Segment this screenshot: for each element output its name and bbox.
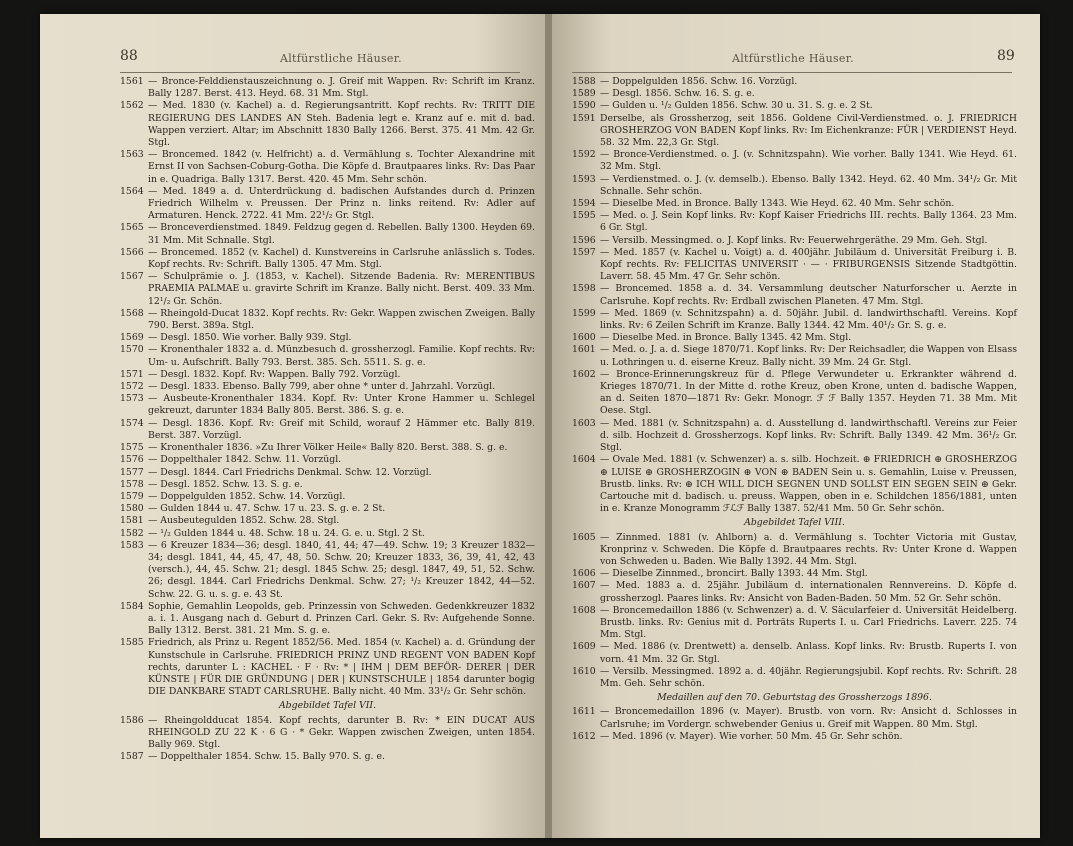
lot-number: 1600 — [572, 332, 596, 344]
catalogue-entry — [120, 442, 535, 454]
lot-number: 1578 — [120, 478, 144, 490]
catalogue-entry — [572, 532, 1017, 569]
catalogue-entry — [572, 706, 1017, 730]
lot-description: — Rheingold-Ducat 1832. Kopf rechts. Rv: Gekr. Wappen zwischen Zweigen. Bally 790. Berst. 389a. Stgl. — [148, 307, 535, 332]
lot-description: — Med. 1883 a. d. 25jähr. Jubiläum d. internationalen Rennvereins. D. Köpfe d. grossherzogl. Paares links. Rv: Ansicht von Baden-Baden. 50 Mm. 52 Gr. Sehr schön. — [600, 580, 1017, 604]
lot-description: — Ausbeute-Kronenthaler 1834. Kopf. Rv: Unter Krone Hammer u. Schlegel gekreuzt, darunter 1834 Bally 805. Berst. 386. S. g. e. — [148, 393, 535, 417]
catalogue-entry — [120, 222, 535, 246]
lot-description: — Desgl. 1832. Kopf. Rv: Wappen. Bally 792. Vorzügl. — [148, 368, 401, 380]
catalogue-entry — [572, 605, 1017, 642]
catalogue-entry — [120, 308, 535, 332]
lot-number: 1604 — [572, 454, 596, 466]
lot-number: 1584 — [120, 600, 144, 612]
lot-number: 1571 — [120, 368, 144, 380]
lot-number: 1592 — [572, 149, 596, 161]
catalogue-entry — [572, 198, 1017, 210]
lot-number: 1575 — [120, 442, 144, 454]
catalogue-entry — [120, 715, 535, 752]
lot-description: — Dieselbe Zinnmed., broncirt. Bally 1393. 44 Mm. Stgl. — [600, 568, 868, 580]
lot-description: — Zinnmed. 1881 (v. Ahlborn) a. d. Vermählung s. Tochter Victoria mit Gustav, Kronprinz v. Schweden. Die Köpfe d. Brautpaares rechts. Rv: Unter Krone d. Wappen von Schweden u. Baden. Wie Bally 1392. 44 Mm. Stgl. — [600, 531, 1017, 567]
catalogue-entry — [572, 76, 1017, 88]
catalogue-entry — [120, 637, 535, 698]
catalogue-entry — [120, 271, 535, 308]
catalogue-entry — [572, 88, 1017, 100]
catalogue-entry — [120, 381, 535, 393]
lot-description: — Desgl. 1836. Kopf. Rv: Greif mit Schild, worauf 2 Hämmer etc. Bally 819. Berst. 387. Vorzügl. — [148, 417, 535, 441]
catalogue-entry — [120, 149, 535, 186]
lot-description: Friedrich, als Prinz u. Regent 1852/56. Med. 1854 (v. Kachel) a. d. Gründung der Kunstschule in Carlsruhe. FRIEDRICH PRINZ UND REGENT VON BADEN Kopf rechts, darunter L : KACHEL · F · Rv: * | IHM | DEM BEFÖR- DERER | DER KÜNSTE | FÜR DIE GRÜNDUNG | DER | KUNSTSCHULE | 1854 darunter bogig DIE DANKBARE STADT CARLSRUHE. Bally nicht. 40 Mm. 33¹/₂ Gr. Sehr schön. — [148, 637, 535, 698]
lot-description: — Desgl. 1833. Ebenso. Bally 799, aber ohne * unter d. Jahrzahl. Vorzügl. — [148, 381, 496, 393]
lot-description: — Med. 1857 (v. Kachel u. Voigt) a. d. 400jähr. Jubiläum d. Universität Freiburg i. B. Kopf rechts. Rv: FELICITAS UNIVERSIT · — · FRIBURGENSIS Sitzende Stadtgöttin. Laverr. 58. 45 Mm. 47 Gr. Sehr schön. — [600, 246, 1017, 283]
lot-number: 1581 — [120, 515, 144, 527]
catalogue-entry — [120, 186, 535, 223]
catalogue-entry — [120, 76, 535, 100]
lot-description: — Bronceverdienstmed. 1849. Feldzug gegen d. Rebellen. Bally 1300. Heyden 69. 31 Mm. Mit Schnalle. Stgl. — [148, 222, 536, 246]
left-page — [40, 14, 550, 838]
catalogue-entry — [120, 467, 535, 479]
catalogue-entry — [120, 601, 535, 638]
catalogue-entry — [120, 515, 535, 527]
lot-description: — Bronce-Verdienstmed. o. J. (v. Schnitzspahn). Wie vorher. Bally 1341. Wie Heyd. 61. 32 Mm. Stgl. — [600, 149, 1017, 173]
lot-description: — Doppelgulden 1856. Schw. 16. Vorzügl. — [600, 76, 798, 87]
catalogue-entry — [120, 491, 535, 503]
lot-number: 1568 — [120, 307, 144, 319]
lot-number: 1567 — [120, 271, 144, 283]
lot-number: 1587 — [120, 751, 144, 763]
lot-description: Derselbe, als Grossherzog, seit 1856. Goldene Civil-Verdienstmed. o. J. FRIEDRICH GROSHERZOG VON BADEN Kopf links. Rv: Im Eichenkranze: FÜR | VERDIENST Heyd. 58. 32 Mm. 22,3 Gr. Stgl. — [600, 112, 1017, 149]
catalogue-entry — [120, 369, 535, 381]
catalogue-entry — [120, 454, 535, 466]
catalogue-entry — [120, 247, 535, 271]
catalogue-entry — [572, 247, 1017, 284]
lot-description: Sophie, Gemahlin Leopolds, geb. Prinzessin von Schweden. Gedenkkreuzer 1832 a. i. 1. Ausgang nach d. Geburt d. Prinzen Carl. Gekr. S. Rv: Aufgehende Sonne. Bally 1312. Berst. 381. 21 Mm. S. g. e. — [148, 600, 535, 637]
lot-description: — Broncemed. 1842 (v. Helfricht) a. d. Vermählung s. Tochter Alexandrine mit Ernst II von Sachsen-Coburg-Gotha. Die Köpfe d. Brautpaares links. Rv: Das Paar in e. Quadriga. Bally 1317. Berst. 420. 45 Mm. Sehr schön. — [148, 149, 535, 185]
header-rule — [120, 72, 520, 73]
lot-description: — Broncemed. 1852 (v. Kachel) d. Kunstvereins in Carlsruhe anlässlich s. Todes. Kopf rechts. Rv: Schrift. Bally 1305. 47 Mm. Stgl. — [148, 246, 535, 271]
lot-description: — Schulprämie o. J. (1853, v. Kachel). Sitzende Badenia. Rv: MERENTIBUS PRAEMIA PALMAE u. gravirte Schrift im Kranze. Bally nicht. Berst. 409. 33 Mm. 12¹/₂ Gr. Schön. — [148, 271, 535, 307]
lot-description: — Med. 1881 (v. Schnitzspahn) a. d. Ausstellung d. landwirthschaftl. Vereins zur Feier d. silb. Hochzeit d. Grossherzogs. Kopf links. Rv: Schrift. Bally 1349. 42 Mm. 36¹/₂ Gr. Stgl. — [600, 417, 1017, 454]
lot-description: — Verdienstmed. o. J. (v. demselb.). Ebenso. Bally 1342. Heyd. 62. 40 Mm. 34¹/₂ Gr. Mit Schnalle. Sehr schön. — [600, 173, 1017, 197]
lot-description: — Gulden u. ¹/₂ Gulden 1856. Schw. 30 u. 31. S. g. e. 2 St. — [600, 100, 873, 112]
catalogue-entry — [572, 369, 1017, 418]
lot-number: 1583 — [120, 539, 144, 551]
lot-number: 1570 — [120, 344, 144, 356]
lot-description: — Bronce-Erinnerungskreuz für d. Pflege Verwundeter u. Erkrankter während d. Krieges 1870/71. In der Mitte d. rothe Kreuz, oben Krone, unten d. badische Wappen, an d. Seiten 1870—1871 Rv: Gekr. Monogr. ℱ ℱ Bally 1357. Heyden 71. 38 Mm. Mit Oese. Stgl. — [600, 368, 1017, 417]
lot-number: 1564 — [120, 185, 144, 197]
catalogue-entry — [572, 174, 1017, 198]
lot-number: 1579 — [120, 490, 144, 502]
lot-number: 1602 — [572, 368, 596, 380]
lot-description: — Versilb. Messingmed. 1892 a. d. 40jähr. Regierungsjubil. Kopf rechts. Rv: Schrift. 28 Mm. Geh. Sehr schön. — [600, 665, 1017, 689]
catalogue-entry — [120, 100, 535, 149]
lot-number: 1572 — [120, 381, 144, 393]
plate-reference: Abgebildet Tafel VII. — [278, 700, 377, 712]
lot-description: — Kronenthaler 1836. »Zu Ihrer Völker Heile« Bally 820. Berst. 388. S. g. e. — [148, 442, 508, 454]
lot-description: — Med. 1896 (v. Mayer). Wie vorher. 50 Mm. 45 Gr. Sehr schön. — [600, 730, 903, 742]
running-head: Altfürstliche Häuser. — [732, 52, 854, 65]
lot-description: — ¹/₂ Gulden 1844 u. 48. Schw. 18 u. 24. G. e. u. Stgl. 2 St. — [148, 527, 425, 539]
lot-number: 1608 — [572, 604, 596, 616]
catalogue-entry — [120, 479, 535, 491]
plate-reference: Medaillen auf den 70. Geburtstag des Grossherzogs 1896. — [657, 692, 932, 704]
catalogue-entry — [572, 418, 1017, 455]
lot-description: — Ovale Med. 1881 (v. Schwenzer) a. s. silb. Hochzeit. ⊕ FRIEDRICH ⊕ GROSHERZOG ⊕ LUISE ⊕ GROSHERZOGIN ⊕ VON ⊕ BADEN Sein u. s. Gemahlin, Luise v. Preussen, Brustb. links. Rv: ⊕ ICH WILL DICH SEGNEN UND SOLLST EIN SEGEN SEIN ⊕ Gekr. Cartouche mit d. badisch. u. preuss. Wappen, oben in e. Schildchen 1856/1881, unten in e. Kranze Monogramm ℱℒℱ Bally 1387. 52/41 Mm. 50 Gr. Sehr schön. — [600, 454, 1017, 515]
catalogue-entry — [572, 454, 1017, 515]
lot-number: 1603 — [572, 417, 596, 429]
lot-number: 1606 — [572, 568, 596, 580]
catalogue-entry — [120, 418, 535, 442]
lot-number: 1595 — [572, 210, 596, 222]
lot-number: 1574 — [120, 417, 144, 429]
lot-number: 1588 — [572, 76, 596, 87]
right-page — [552, 14, 1040, 838]
lot-number: 1569 — [120, 332, 144, 344]
lot-description: — Desgl. 1856. Schw. 16. S. g. e. — [600, 88, 755, 100]
catalogue-entry — [572, 210, 1017, 234]
lot-description: — Kronenthaler 1832 a. d. Münzbesuch d. grossherzogl. Familie. Kopf rechts. Rv: Um- u. Aufschrift. Bally 793. Berst. 385. Sch. 5511. S. g. e. — [148, 344, 535, 368]
lot-number: 1597 — [572, 246, 596, 258]
lot-description: — Versilb. Messingmed. o. J. Kopf links. Rv: Feuerwehrgeräthe. 29 Mm. Geh. Stgl. — [600, 234, 988, 246]
lot-number: 1565 — [120, 222, 144, 234]
book-spread — [40, 14, 1040, 838]
lot-description: — Desgl. 1844. Carl Friedrichs Denkmal. Schw. 12. Vorzügl. — [148, 466, 432, 478]
lot-number: 1562 — [120, 100, 144, 112]
lot-number: 1596 — [572, 234, 596, 246]
lot-number: 1609 — [572, 641, 596, 653]
lot-number: 1610 — [572, 665, 596, 677]
catalogue-entry — [120, 751, 535, 763]
catalogue-entry — [572, 235, 1017, 247]
lot-description: — Broncemedaillon 1886 (v. Schwenzer) a. d. V. Säcularfeier d. Universität Heidelberg. Brustb. links. Rv: Genius mit d. Porträts Ruperts I. u. Carl Friedrichs. Laverr. 225. 74 Mm. Stgl. — [600, 604, 1017, 641]
lot-number: 1573 — [120, 393, 144, 405]
lot-description: — Desgl. 1852. Schw. 13. S. g. e. — [148, 478, 303, 490]
lot-description: — Med. 1849 a. d. Unterdrückung d. badischen Aufstandes durch d. Prinzen Friedrich Wilhelm v. Preussen. Der Prinz n. links reitend. Rv: Adler auf Armaturen. Henck. 2722. 41 Mm. 22¹/₂ Gr. Stgl. — [148, 185, 535, 222]
lot-number: 1590 — [572, 100, 596, 112]
lot-number: 1599 — [572, 307, 596, 319]
catalogue-entries — [120, 76, 535, 763]
lot-number: 1601 — [572, 344, 596, 356]
lot-number: 1594 — [572, 198, 596, 210]
lot-description: — Dieselbe Med. in Bronce. Bally 1345. 42 Mm. Stgl. — [600, 332, 852, 344]
catalogue-entry — [572, 100, 1017, 112]
lot-description: — Broncemedaillon 1896 (v. Mayer). Brustb. von vorn. Rv: Ansicht d. Schlosses in Carlsruhe; im Vordergr. schwebender Genius u. Greif mit Wappen. 80 Mm. Stgl. — [600, 706, 1017, 730]
lot-description: — 6 Kreuzer 1834—36; desgl. 1840, 41, 44; 47—49. Schw. 19; 3 Kreuzer 1832—34; desgl. 1841, 44, 45, 47, 48, 50. Schw. 20; Kreuzer 1833, 36, 39, 41, 42, 43 (versch.), 44, 45. Schw. 21; desgl. 1845 Schw. 25; desgl. 1847, 49, 51, 52. Schw. 26; desgl. 1844. Carl Friedrichs Denkmal. Schw. 27; ¹/₂ Kreuzer 1842, 44—52. Schw. 22. G. u. s. g. e. 43 St. — [148, 539, 535, 600]
lot-number: 1605 — [572, 531, 596, 543]
lot-description: — Ausbeutegulden 1852. Schw. 28. Stgl. — [148, 515, 340, 527]
catalogue-entry — [120, 503, 535, 515]
catalogue-entry — [572, 308, 1017, 332]
lot-number: 1589 — [572, 88, 596, 100]
catalogue-entry — [572, 149, 1017, 173]
catalogue-entry — [120, 540, 535, 601]
lot-number: 1566 — [120, 246, 144, 258]
lot-description: — Dieselbe Med. in Bronce. Bally 1343. Wie Heyd. 62. 40 Mm. Sehr schön. — [600, 198, 955, 210]
lot-number: 1591 — [572, 112, 596, 124]
catalogue-entry — [572, 344, 1017, 368]
plate-reference: Abgebildet Tafel VIII. — [744, 517, 845, 529]
lot-description: — Rheingoldducat 1854. Kopf rechts, darunter B. Rv: * EIN DUCAT AUS RHEINGOLD ZU 22 K · 6 G · * Gekr. Wappen zwischen Zweigen, unten 1854. Bally 969. Stgl. — [148, 714, 535, 750]
lot-number: 1585 — [120, 637, 144, 649]
lot-description: — Med. o. J. a. d. Siege 1870/71. Kopf links. Rv: Der Reichsadler, die Wappen von Elsass u. Lothringen u. d. eiserne Kreuz. Bally nicht. 39 Mm. 24 Gr. Stgl. — [600, 344, 1017, 368]
catalogue-entries — [572, 76, 1017, 743]
lot-description: — Med. 1830 (v. Kachel) a. d. Regierungsantritt. Kopf rechts. Rv: TRITT DIE REGIERUNG DES LANDES AN Steh. Badenia legt e. Kranz auf e. mit d. bad. Wappen verziert. Altar; im Abschnitt 1830 Bally 1266. Berst. 375. 41 Mm. 42 Gr. Stgl. — [148, 100, 535, 149]
lot-description: — Bronce-Felddienstauszeichnung o. J. Greif mit Wappen. Rv: Schrift im Kranz. Bally 1287. Berst. 413. Heyd. 68. 31 Mm. Stgl. — [148, 76, 535, 100]
lot-description: — Doppelthaler 1854. Schw. 15. Bally 970. S. g. e. — [148, 751, 385, 763]
catalogue-entry — [120, 393, 535, 417]
catalogue-entry — [572, 666, 1017, 690]
catalogue-entry — [572, 113, 1017, 150]
catalogue-entry — [120, 528, 535, 540]
header-rule — [572, 72, 1012, 73]
lot-number: 1598 — [572, 283, 596, 295]
lot-description: — Desgl. 1850. Wie vorher. Bally 939. Stgl. — [148, 332, 352, 344]
lot-number: 1582 — [120, 527, 144, 539]
lot-description: — Doppelgulden 1852. Schw. 14. Vorzügl. — [148, 490, 346, 502]
page-number: 88 — [120, 48, 138, 64]
catalogue-entry — [572, 283, 1017, 307]
catalogue-entry — [572, 580, 1017, 604]
lot-number: 1607 — [572, 580, 596, 592]
lot-number: 1580 — [120, 503, 144, 515]
lot-number: 1612 — [572, 730, 596, 742]
lot-number: 1611 — [572, 706, 596, 718]
lot-description: — Med. o. J. Sein Kopf links. Rv: Kopf Kaiser Friedrichs III. rechts. Bally 1364. 23 Mm. 6 Gr. Stgl. — [600, 210, 1017, 234]
lot-number: 1561 — [120, 76, 144, 87]
lot-description: — Med. 1886 (v. Drentwett) a. denselb. Anlass. Kopf links. Rv: Brustb. Ruperts I. von vorn. 41 Mm. 32 Gr. Stgl. — [600, 641, 1017, 665]
lot-number: 1576 — [120, 454, 144, 466]
catalogue-entry — [572, 332, 1017, 344]
catalogue-entry — [120, 332, 535, 344]
catalogue-entry — [572, 568, 1017, 580]
lot-number: 1593 — [572, 173, 596, 185]
lot-number: 1577 — [120, 466, 144, 478]
lot-number: 1563 — [120, 149, 144, 161]
catalogue-entry — [572, 641, 1017, 665]
running-head: Altfürstliche Häuser. — [280, 52, 402, 65]
lot-description: — Gulden 1844 u. 47. Schw. 17 u. 23. S. g. e. 2 St. — [148, 503, 386, 515]
catalogue-entry — [120, 344, 535, 368]
lot-description: — Broncemed. 1858 a. d. 34. Versammlung deutscher Naturforscher u. Aerzte in Carlsruhe. Kopf rechts. Rv: Erdball zwischen Planeten. 47 Mm. Stgl. — [600, 283, 1017, 307]
catalogue-entry — [572, 731, 1017, 743]
lot-description: — Doppelthaler 1842. Schw. 11. Vorzügl. — [148, 454, 342, 466]
page-number: 89 — [997, 48, 1015, 64]
lot-number: 1586 — [120, 714, 144, 726]
lot-description: — Med. 1869 (v. Schnitzspahn) a. d. 50jähr. Jubil. d. landwirthschaftl. Vereins. Kopf links. Rv: 6 Zeilen Schrift im Kranze. Bally 1344. 42 Mm. 40¹/₂ Gr. S. g. e. — [600, 307, 1017, 332]
